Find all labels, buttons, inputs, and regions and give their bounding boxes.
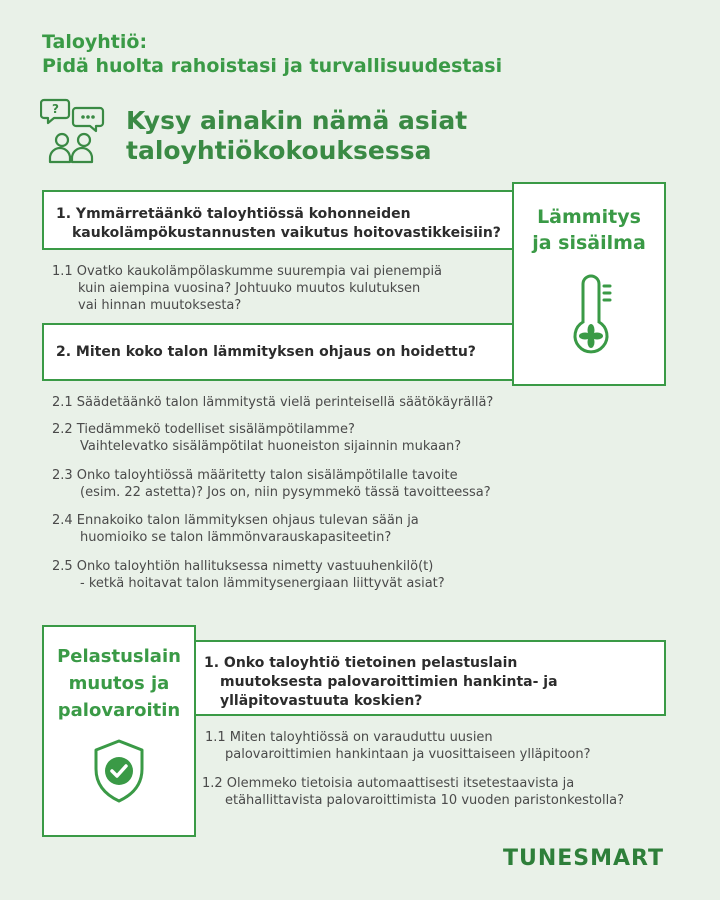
heating-question-2-3: 2.3 Onko taloyhtiössä määritetty talon sisälämpötilalle tavoite (esim. 22 astetta)? Jos on, niin pysymmekö tässä tavoitteessa? xyxy=(52,468,491,500)
heating-q1-line-2: kaukolämpökustannusten vaikutus hoitovastikkeisiin? xyxy=(72,225,501,241)
header-line-2: Pidä huolta rahoistasi ja turvallisuudestasi xyxy=(42,55,503,77)
brand-logo: TUNESMART xyxy=(502,846,664,871)
fire-category-line-2: muutos ja xyxy=(68,673,170,694)
fire-category-line-3: palovaroitin xyxy=(57,700,181,721)
fire-question-1-1: 1.1 Miten taloyhtiössä on varauduttu uusien palovaroittimien hankintaan ja vuosittaiseen ylläpitoon? xyxy=(205,730,591,762)
heating-question-2-4: 2.4 Ennakoiko talon lämmityksen ohjaus tulevan sään ja huomioiko se talon lämmönvarauskapasiteetin? xyxy=(52,513,419,545)
fire-question-1-box xyxy=(194,640,666,716)
fire-category-line-1: Pelastuslain xyxy=(57,646,181,667)
heating-question-2-2: 2.2 Tiedämmekö todelliset sisälämpötilamme? Vaihtelevatko sisälämpötilat huoneiston sijainnin mukaan? xyxy=(52,422,462,454)
header-line-1: Taloyhtiö: xyxy=(42,31,148,53)
heating-question-2-1: 2.1 Säädetäänkö talon lämmitystä vielä perinteisellä säätökäyrällä? xyxy=(52,395,494,410)
fire-question-1-2: 1.2 Olemmeko tietoisia automaattisesti itsetestaavista ja etähallittavista palovaroittimista 10 vuoden paristonkestolla? xyxy=(202,776,625,808)
fire-q1-line-1: 1. Onko taloyhtiö tietoinen pelastuslain xyxy=(204,655,518,671)
thermometer-icon xyxy=(566,274,616,364)
fire-q1-line-3: ylläpitovastuuta koskien? xyxy=(220,693,423,709)
page-title xyxy=(126,106,467,166)
fire-q1-line-2: muutoksesta palovaroittimien hankinta- ja xyxy=(220,674,558,690)
heating-question-1-box xyxy=(42,190,514,250)
fire-category-box xyxy=(42,625,196,837)
heating-question-2-box xyxy=(42,323,514,381)
heating-category-line-1: Lämmitys xyxy=(537,206,641,228)
shield-check-icon xyxy=(92,739,146,803)
heating-category-line-2: ja sisäilma xyxy=(532,232,646,254)
page-header xyxy=(42,30,502,78)
speech-bubbles-people-icon xyxy=(40,96,106,166)
title-line-1: Kysy ainakin nämä asiat xyxy=(126,106,468,135)
heating-q2: 2. Miten koko talon lämmityksen ohjaus on hoidettu? xyxy=(56,344,476,360)
heating-question-1-1: 1.1 Ovatko kaukolämpölaskumme suurempia vai pienempiä kuin aiempina vuosina? Johtuuko muutos kulutuksen vai hinnan muutoksesta? xyxy=(52,264,443,313)
title-line-2: taloyhtiökokouksessa xyxy=(126,136,432,165)
heating-question-2-5: 2.5 Onko taloyhtiön hallituksessa nimetty vastuuhenkilö(t) - ketkä hoitavat talon lämmitysenergiaan liittyvät asiat? xyxy=(52,559,445,591)
heating-category-box xyxy=(512,182,666,386)
svg-text:?: ? xyxy=(52,102,59,116)
heating-q1-line-1: 1. Ymmärretäänkö taloyhtiössä kohonneiden xyxy=(56,206,411,222)
